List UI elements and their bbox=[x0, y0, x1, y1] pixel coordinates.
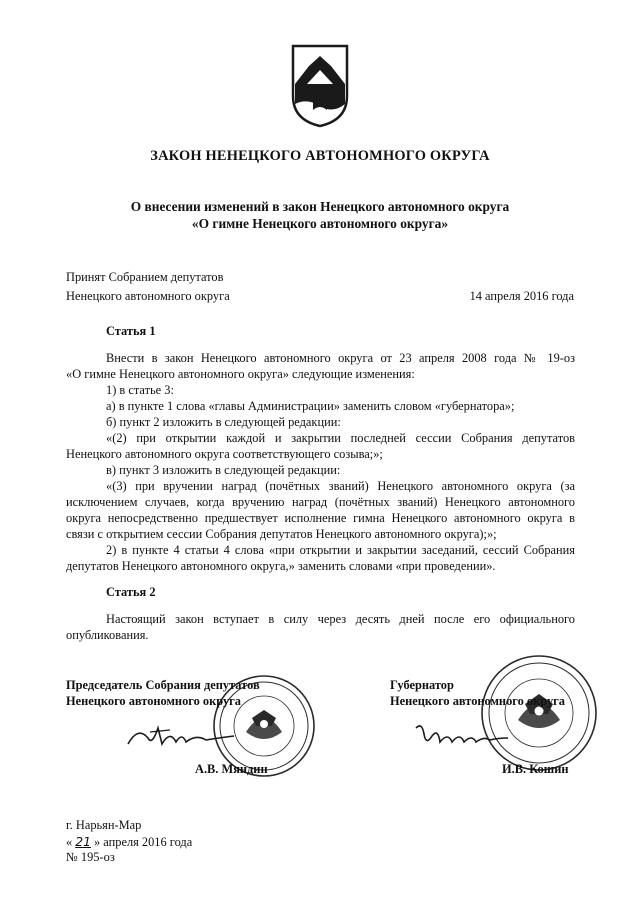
right-signatory-title-line-1: Губернатор bbox=[390, 678, 454, 692]
article-1-item: 2) в пункте 4 статьи 4 слова «при открытии и закрытии заседаний, сессий Собрания bbox=[106, 543, 575, 557]
article-1-item: а) в пункте 1 слова «главы Администрации» заменить словом «губернатора»; bbox=[106, 399, 515, 413]
right-handwritten-signature bbox=[412, 720, 512, 750]
article-1-paragraph: «О гимне Ненецкого автономного округа» следующие изменения: bbox=[66, 367, 415, 381]
left-handwritten-signature bbox=[126, 720, 236, 750]
adoption-date: 14 апреля 2016 года bbox=[469, 289, 574, 303]
left-signatory-title-line-1: Председатель Собрания депутатов bbox=[66, 678, 260, 692]
coat-of-arms-emblem bbox=[291, 44, 349, 128]
left-signatory-name: А.В. Мяндин bbox=[195, 762, 268, 776]
article-1-quote: связи с открытием сессии Собрания депутатов Ненецкого автономного округа);»; bbox=[66, 527, 497, 541]
right-signatory-title-line-2: Ненецкого автономного округа bbox=[390, 694, 565, 708]
signing-date-prefix: « bbox=[66, 835, 73, 849]
article-1-item: 1) в статье 3: bbox=[106, 383, 174, 397]
article-1-quote: «(2) при открытии каждой и закрытии последней сессии Собрания депутатов bbox=[106, 431, 575, 445]
signing-date-rest: » апреля 2016 года bbox=[93, 835, 193, 849]
article-2-paragraph: Настоящий закон вступает в силу через десять дней после его официального bbox=[106, 612, 575, 626]
adopted-by-line-2: Ненецкого автономного округа bbox=[66, 289, 230, 303]
place-of-signing: г. Нарьян-Мар bbox=[66, 818, 142, 832]
article-2-heading: Статья 2 bbox=[106, 585, 156, 599]
article-1-quote: Ненецкого автономного округа соответствующего созыва;»; bbox=[66, 447, 383, 461]
right-signatory-name: И.В. Кошин bbox=[502, 762, 569, 776]
article-2-paragraph: опубликования. bbox=[66, 628, 149, 642]
article-1-heading: Статья 1 bbox=[106, 324, 156, 338]
article-1-item: в) пункт 3 изложить в следующей редакции: bbox=[106, 463, 341, 477]
article-1-quote: «(3) при вручении наград (почётных званий) Ненецкого автономного округа (за bbox=[106, 479, 575, 493]
document-title: ЗАКОН НЕНЕЦКОГО АВТОНОМНОГО ОКРУГА bbox=[150, 148, 490, 164]
document-subtitle-line-2: «О гимне Ненецкого автономного округа» bbox=[191, 216, 449, 231]
signing-date bbox=[66, 834, 192, 850]
signing-date-day: 21 bbox=[75, 834, 91, 849]
article-1-item: б) пункт 2 изложить в следующей редакции: bbox=[106, 415, 341, 429]
official-seal-stamp-right bbox=[480, 654, 598, 772]
article-1-quote: округа непосредственно предшествует исполнение гимна Ненецкого автономного округа в bbox=[66, 511, 575, 525]
article-1-item: депутатов Ненецкого автономного округа,» заменить словами «при проведении». bbox=[66, 559, 496, 573]
article-1-paragraph: Внести в закон Ненецкого автономного округа от 23 апреля 2008 года № 19-оз bbox=[106, 351, 575, 365]
adopted-by-line-1: Принят Собранием депутатов bbox=[66, 270, 224, 284]
nao-coat-of-arms-icon bbox=[291, 44, 349, 128]
law-number: № 195-оз bbox=[66, 850, 115, 864]
article-1-quote: исключением случаев, когда вручению наград (почётных званий) Ненецкого автономного bbox=[66, 495, 575, 509]
document-subtitle-line-1: О внесении изменений в закон Ненецкого автономного округа bbox=[130, 199, 510, 214]
left-signatory-title-line-2: Ненецкого автономного округа bbox=[66, 694, 241, 708]
